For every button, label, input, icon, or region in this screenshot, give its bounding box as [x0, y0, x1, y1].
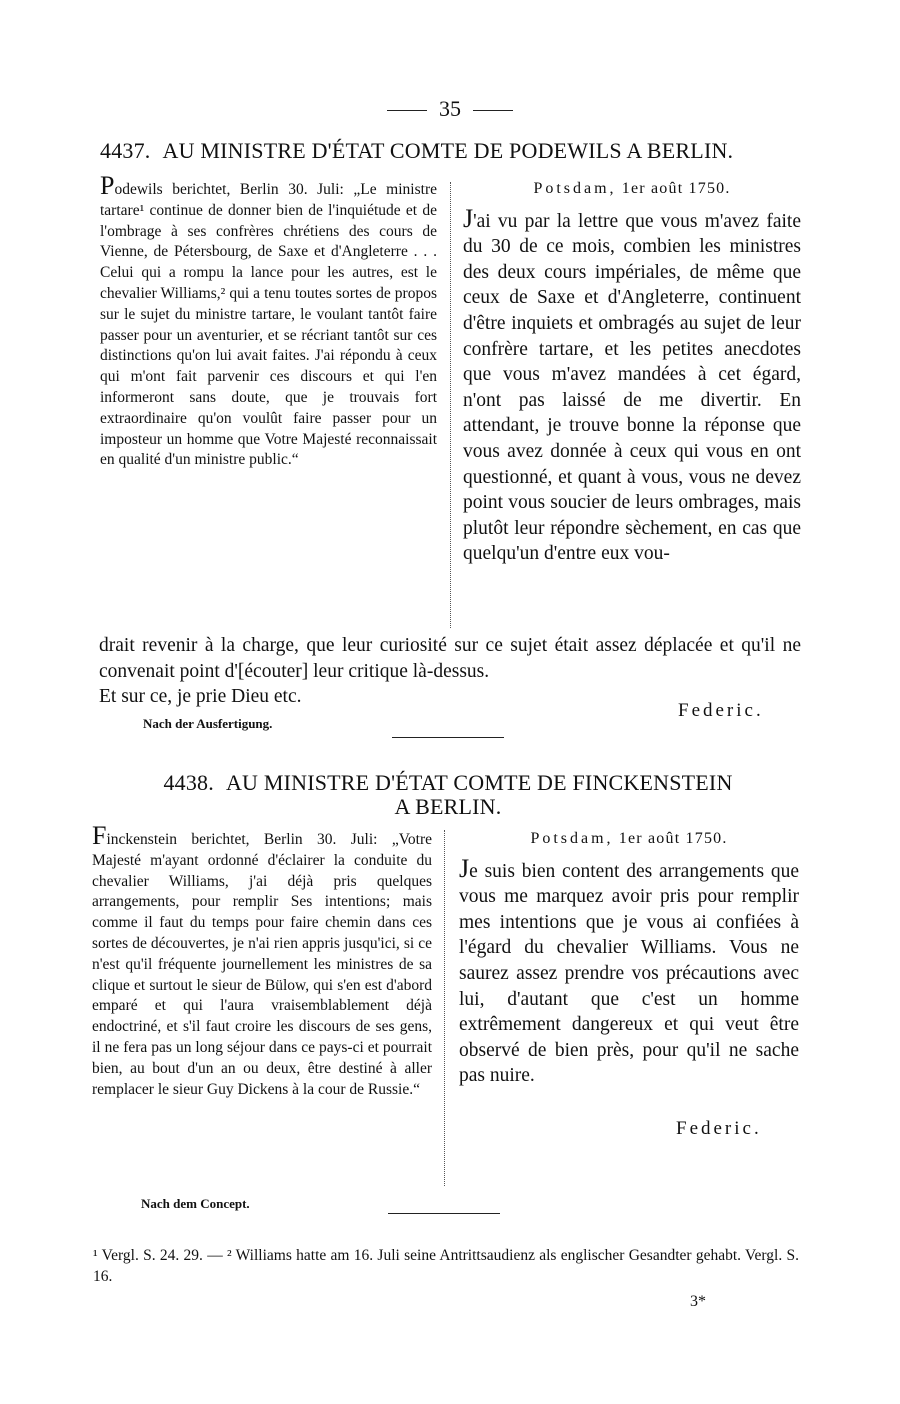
doc1-dateline	[463, 176, 801, 202]
right-dash	[473, 110, 513, 111]
doc2-letter-initial: J	[459, 853, 470, 883]
doc2-place: Potsdam,	[530, 830, 614, 847]
doc1-title: AU MINISTRE D'ÉTAT COMTE DE PODEWILS A BERLIN.	[162, 138, 734, 163]
doc2-summary-text: inckenstein berichtet, Berlin 30. Juli: „Votre Majesté m'ayant ordonné d'éclairer la conduite du chevalier Williams, j'ai déjà pris quelques arrangements, pour remplir Ses intentions; mais comme il faut du temps pour faire chemin dans ces sortes de découvertes, je n'ai rien appris jusqu'ici, si ce n'est qu'il fréquente journellement les ministres de sa clique et surtout le sieur de Bülow, qui s'en est d'abord emparé et qui l'aura vraisemblablement déjà endoctriné, et s'il faut croire les discours de ses gens, il ne fera pas un long séjour dans ce pays-ci et pourrait bien, au bout d'un an ou deux, être destiné à aller remplacer le sieur Guy Dickens à la cour de Russie.“	[92, 831, 432, 1098]
doc1-place: Potsdam,	[533, 180, 617, 197]
doc2-source-note: Nach dem Concept.	[141, 1196, 250, 1211]
doc2-dateline	[459, 826, 799, 852]
page-number: 35	[0, 96, 900, 122]
doc2-letter-text: e suis bien content des arrangements que vous me marquez avoir pris pour remplir mes intentions que je vous ai confiées à l'égard du chevalier Williams. Vous ne saurez assez prendre vos précautions avec lui, d'autant que c'est un homme extrêmement dangereux et qui veut être observé de bien près, pour qu'il ne sache pas nuire.	[459, 860, 799, 1087]
doc2-summary	[92, 821, 432, 1100]
doc2-number: 4438.	[163, 770, 214, 795]
doc2-title-line1: AU MINISTRE D'ÉTAT COMTE DE FINCKENSTEIN	[225, 770, 733, 795]
doc1-continuation-text: drait revenir à la charge, que leur curiosité sur ce sujet était assez déplacée et qu'il ne convenait point d'[écouter] leur critique là-dessus.	[99, 635, 801, 682]
doc2-separator	[388, 1213, 500, 1214]
doc1-summary	[100, 171, 437, 471]
signature-mark: 3*	[690, 1293, 706, 1310]
doc2-date: 1er août 1750.	[618, 830, 728, 847]
doc2-summary-initial: F	[92, 821, 107, 850]
doc1-number: 4437.	[100, 138, 151, 163]
doc1-signature: Federic.	[678, 700, 764, 721]
doc1-heading	[100, 138, 810, 164]
doc2-letter-body	[459, 853, 799, 1089]
doc1-letter-text: 'ai vu par la lettre que vous m'avez faite du 30 de ce mois, combien les ministres des deux cours impériales, de même que ceux de Saxe et d'Angleterre, continuent d'être inquiets et ombragés au sujet de leur confrère tartare, et les petites anecdotes que vous m'avez mandées à cet égard, n'ont pas laissé de me divertir. En attendant, je trouve bonne la réponse que vous avez donnée à ceux qui vous en ont questionné, et quant à vous, vous ne devez point vous soucier de leurs ombrages, mais plutôt leur répondre sèchement, en cas que quelqu'un d'entre eux vou-	[463, 210, 801, 565]
footnotes: ¹ Vergl. S. 24. 29. — ² Williams hatte am 16. Juli seine Antrittsaudienz als englischer Gesandter gehabt. Vergl. S. 16.	[93, 1247, 799, 1285]
doc2-letter	[459, 826, 799, 1089]
doc2-heading	[118, 771, 778, 819]
doc1-column-divider	[450, 182, 451, 628]
doc2-title-line2: A BERLIN.	[394, 794, 502, 819]
doc1-letter-initial: J	[463, 203, 474, 233]
doc1-source-note: Nach der Ausfertigung.	[143, 716, 273, 731]
doc1-summary-initial: P	[100, 171, 115, 200]
doc2-column-divider	[444, 830, 445, 1186]
doc1-separator	[392, 737, 504, 738]
doc1-letter-body	[463, 203, 801, 567]
doc1-closing: Et sur ce, je prie Dieu etc.	[99, 686, 302, 708]
doc1-summary-text: odewils berichtet, Berlin 30. Juli: „Le ministre tartare¹ continue de donner bien de l'inquiétude et de l'ombrage à ses confrères chrétiens des cours de Vienne, de Pétersbourg, de Saxe et d'Angleterre . . . Celui qui a rompu la lance pour les autres, est le chevalier Williams,² qui a tenu toutes sortes de propos sur le sujet du ministre tartare, le voulant tantôt faire passer pour un aventurier, et se récriant tantôt sur ces distinctions qu'on lui avait faites. J'ai répondu à ceux qui m'ont fait parvenir ces discours et qui l'en informeront sans doute, que je trouvais fort extraordinaire qu'on voulût faire passer pour un imposteur un homme que Votre Majesté reconnaissait en qualité d'un ministre public.“	[100, 181, 437, 469]
left-dash	[387, 110, 427, 111]
doc2-signature: Federic.	[676, 1118, 762, 1139]
doc1-date: 1er août 1750.	[621, 180, 731, 197]
doc1-letter	[463, 176, 801, 567]
doc1-continuation	[99, 633, 801, 710]
